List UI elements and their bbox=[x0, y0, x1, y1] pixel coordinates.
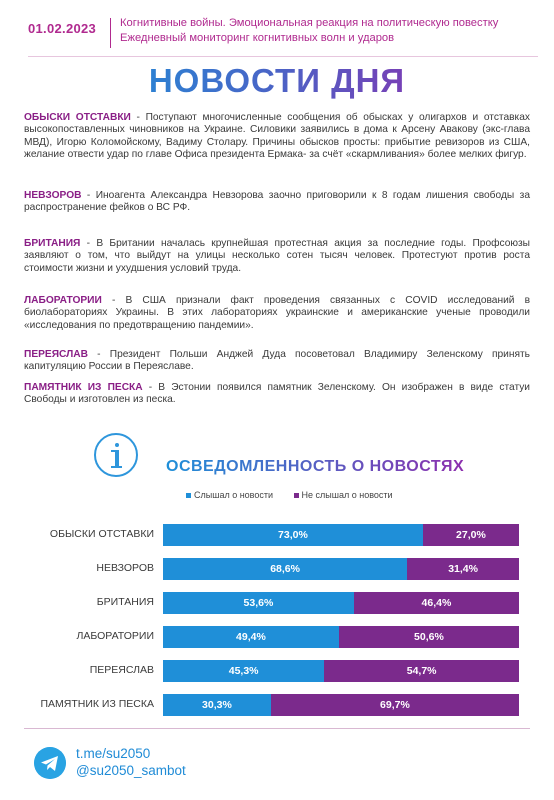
bar-track bbox=[163, 558, 519, 580]
bar-value-label: 69,7% bbox=[380, 699, 410, 711]
news-headline: НЕВЗОРОВ bbox=[24, 190, 82, 201]
news-item bbox=[24, 349, 530, 374]
header-subtitle bbox=[120, 16, 498, 46]
news-text: - Президент Польши Анджей Дуда посоветовал Владимиру Зеленскому принять капитуляцию России в Переяславе. bbox=[24, 349, 530, 373]
bar-category-label: ЛАБОРАТОРИИ bbox=[76, 630, 154, 642]
bar-value-label: 30,3% bbox=[202, 699, 232, 711]
news-item bbox=[24, 238, 530, 275]
bar-row bbox=[0, 626, 554, 648]
bar-category-label: БРИТАНИЯ bbox=[96, 596, 154, 608]
news-text: - В Британии началась крупнейшая протестная акция за последние годы. Профсоюзы заявляют о том, что выйдут на улицы несколько сотен тысяч человек. Протестуют против роста стоимости жизни и ухудшения условий труда. bbox=[24, 238, 530, 274]
bar-track bbox=[163, 592, 519, 614]
bar-category-label: НЕВЗОРОВ bbox=[96, 562, 154, 574]
bar-value-label: 68,6% bbox=[270, 563, 300, 575]
bar-value-label: 50,6% bbox=[414, 631, 444, 643]
header-line-2: Ежедневный мониторинг когнитивных волн и ударов bbox=[120, 32, 395, 44]
header-underline bbox=[28, 56, 538, 57]
bar-track bbox=[163, 626, 519, 648]
legend-item-not-heard bbox=[294, 490, 393, 500]
bar-value-label: 45,3% bbox=[228, 665, 259, 677]
chart-title: ОСВЕДОМЛЕННОСТЬ О НОВОСТЯХ bbox=[166, 458, 465, 475]
legend-swatch bbox=[294, 493, 299, 498]
footer-divider bbox=[24, 728, 530, 729]
bar-track bbox=[163, 524, 519, 546]
report-date: 01.02.2023 bbox=[28, 21, 97, 36]
legend-item-heard bbox=[186, 490, 273, 500]
bar-row bbox=[0, 694, 554, 716]
legend-label: Слышал о новости bbox=[194, 490, 274, 500]
news-text: - Иноагента Александра Невзорова заочно приговорили к 8 годам лишения свободы за распространение фейков о ВС РФ. bbox=[24, 190, 530, 214]
header-divider bbox=[110, 18, 111, 48]
bar-track bbox=[163, 694, 519, 716]
bot-link[interactable]: @su2050_sambot bbox=[76, 763, 186, 778]
news-headline: ОБЫСКИ ОТСТАВКИ bbox=[24, 112, 131, 123]
news-headline: БРИТАНИЯ bbox=[24, 238, 81, 249]
header-line-1: Когнитивные войны. Эмоциональная реакция на политическую повестку bbox=[120, 17, 499, 29]
bar-category-label: ОБЫСКИ ОТСТАВКИ bbox=[49, 528, 154, 540]
bar-value-label: 27,0% bbox=[456, 529, 486, 541]
bar-category-label: ПАМЯТНИК ИЗ ПЕСКА bbox=[40, 698, 154, 710]
news-headline: ПЕРЕЯСЛАВ bbox=[24, 349, 88, 360]
bar-value-label: 49,4% bbox=[236, 631, 266, 643]
bar-row bbox=[0, 558, 554, 580]
news-item bbox=[24, 112, 530, 162]
bar-row bbox=[0, 660, 554, 682]
bar-value-label: 46,4% bbox=[421, 597, 452, 609]
bar-track bbox=[163, 660, 519, 682]
news-item bbox=[24, 295, 530, 332]
chart-legend bbox=[186, 490, 411, 500]
news-item bbox=[24, 382, 530, 407]
bar-category-label: ПЕРЕЯСЛАВ bbox=[89, 664, 154, 676]
bar-row bbox=[0, 524, 554, 546]
bar-value-label: 54,7% bbox=[406, 665, 437, 677]
telegram-icon bbox=[34, 747, 66, 779]
news-text: - В США признали факт проведения связанных с COVID исследований в биолабораториях Украины. В этих лабораториях украинские и американские ученые проводили «исследования по предотвращению пандемии». bbox=[24, 295, 530, 331]
news-headline: ПАМЯТНИК ИЗ ПЕСКА bbox=[24, 382, 143, 393]
news-text: - Поступают многочисленные сообщения об обысках у олигархов и отставках высокопоставленных чиновников на Украине. Силовики заявились в дома к Арсену Авакову (экс-глава МВД), Игорю Коломойскому, Вадиму Столару. Причины обысков просты: прибытие ревизоров из США, желание отвести удар по главе Офиса президента Ермака- за счёт «скармливания» более мелких фигур. bbox=[24, 112, 530, 161]
legend-swatch bbox=[186, 493, 191, 498]
page-header bbox=[28, 16, 538, 50]
legend-label: Не слышал о новости bbox=[301, 490, 393, 500]
bar-value-label: 31,4% bbox=[448, 563, 478, 575]
telegram-link[interactable]: t.me/su2050 bbox=[76, 746, 151, 761]
page-title: НОВОСТИ ДНЯ bbox=[0, 62, 554, 100]
bar-value-label: 53,6% bbox=[243, 597, 274, 609]
bar-row bbox=[0, 592, 554, 614]
footer-links bbox=[76, 745, 186, 779]
news-item bbox=[24, 190, 530, 215]
news-headline: ЛАБОРАТОРИИ bbox=[24, 295, 102, 306]
bar-value-label: 73,0% bbox=[278, 529, 308, 541]
info-icon bbox=[94, 433, 138, 477]
news-text: - В Эстонии появился памятник Зеленскому. Он изображен в виде статуи Свободы и изготовлен из песка. bbox=[24, 382, 531, 406]
